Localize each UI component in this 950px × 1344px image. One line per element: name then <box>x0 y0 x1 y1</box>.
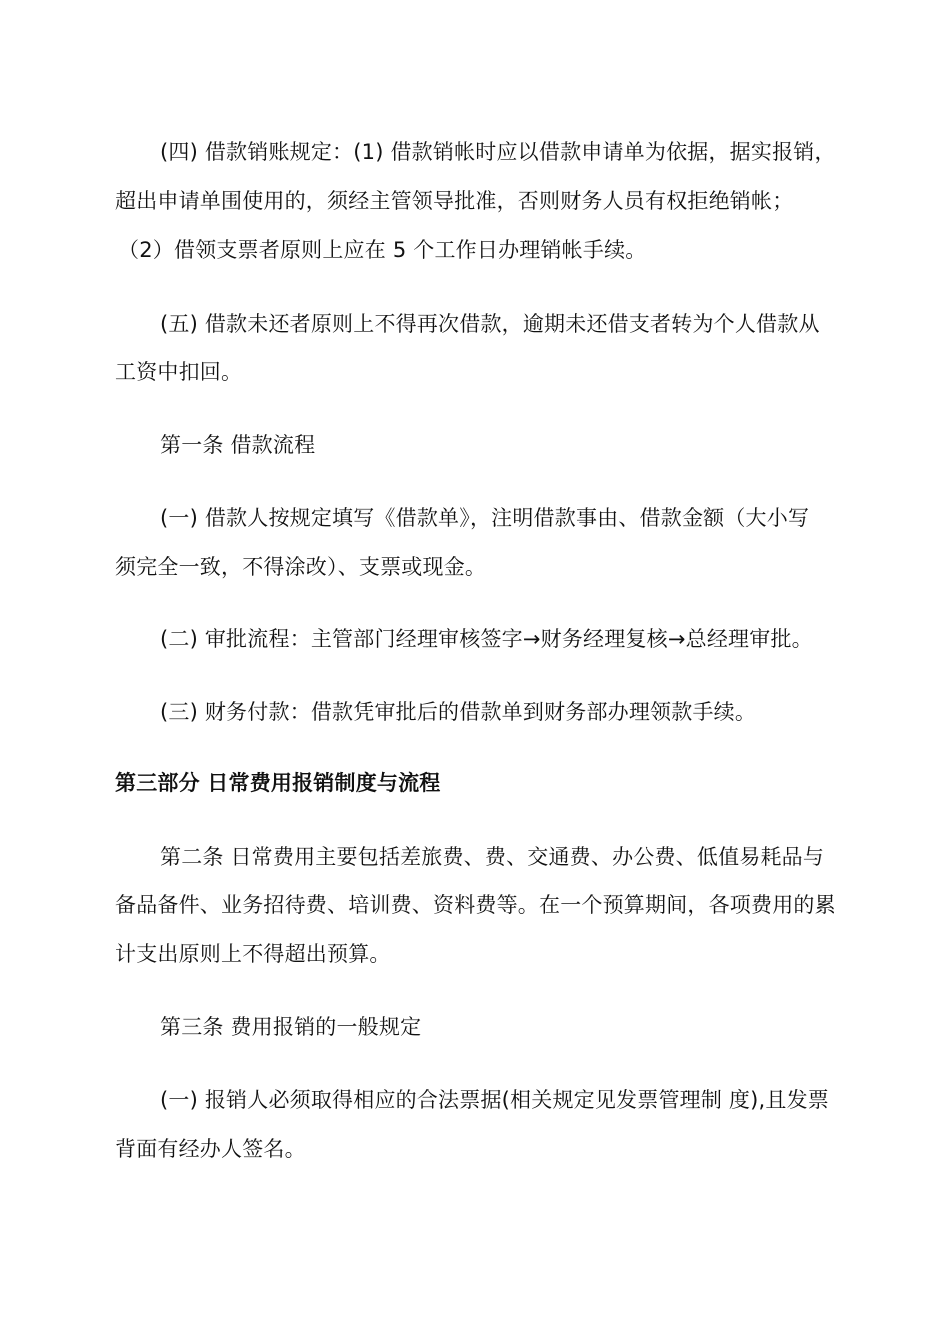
paragraph-line: (二) 审批流程：主管部门经理审核签字→财务经理复核→总经理审批。 <box>160 627 813 651</box>
paragraph-line: (一) 借款人按规定填写《借款单》，注明借款事由、借款金额（大小写 <box>160 506 810 530</box>
section-heading: 第三条 费用报销的一般规定 <box>160 1015 422 1039</box>
paragraph-line: (五) 借款未还者原则上不得再次借款，逾期未还借支者转为个人借款从 <box>160 312 820 336</box>
paragraph-line: (四) 借款销账规定：(1) 借款销帐时应以借款申请单为依据，据实报销， <box>160 140 836 164</box>
paragraph-line: 背面有经办人签名。 <box>115 1137 306 1161</box>
paragraph-line: 第二条 日常费用主要包括差旅费、费、交通费、办公费、低值易耗品与 <box>160 845 825 869</box>
paragraph-line: 计支出原则上不得超出预算。 <box>115 942 391 966</box>
part-heading: 第三部分 日常费用报销制度与流程 <box>115 771 441 795</box>
paragraph-line: (一) 报销人必须取得相应的合法票据(相关规定见发票管理制 度),且发票 <box>160 1088 829 1112</box>
paragraph-line: (三) 财务付款：借款凭审批后的借款单到财务部办理领款手续。 <box>160 700 757 724</box>
paragraph-line: 超出申请单围使用的，须经主管领导批准，否则财务人员有权拒绝销帐； <box>115 189 794 213</box>
paragraph-line: 工资中扣回。 <box>115 360 243 384</box>
paragraph-line: 备品备件、业务招待费、培训费、资料费等。在一个预算期间，各项费用的累 <box>115 893 836 917</box>
paragraph-line: 须完全一致，不得涂改）、支票或现金。 <box>115 555 487 579</box>
paragraph-line: （2）借领支票者原则上应在 5 个工作日办理销帐手续。 <box>118 238 647 262</box>
section-heading: 第一条 借款流程 <box>160 433 316 457</box>
